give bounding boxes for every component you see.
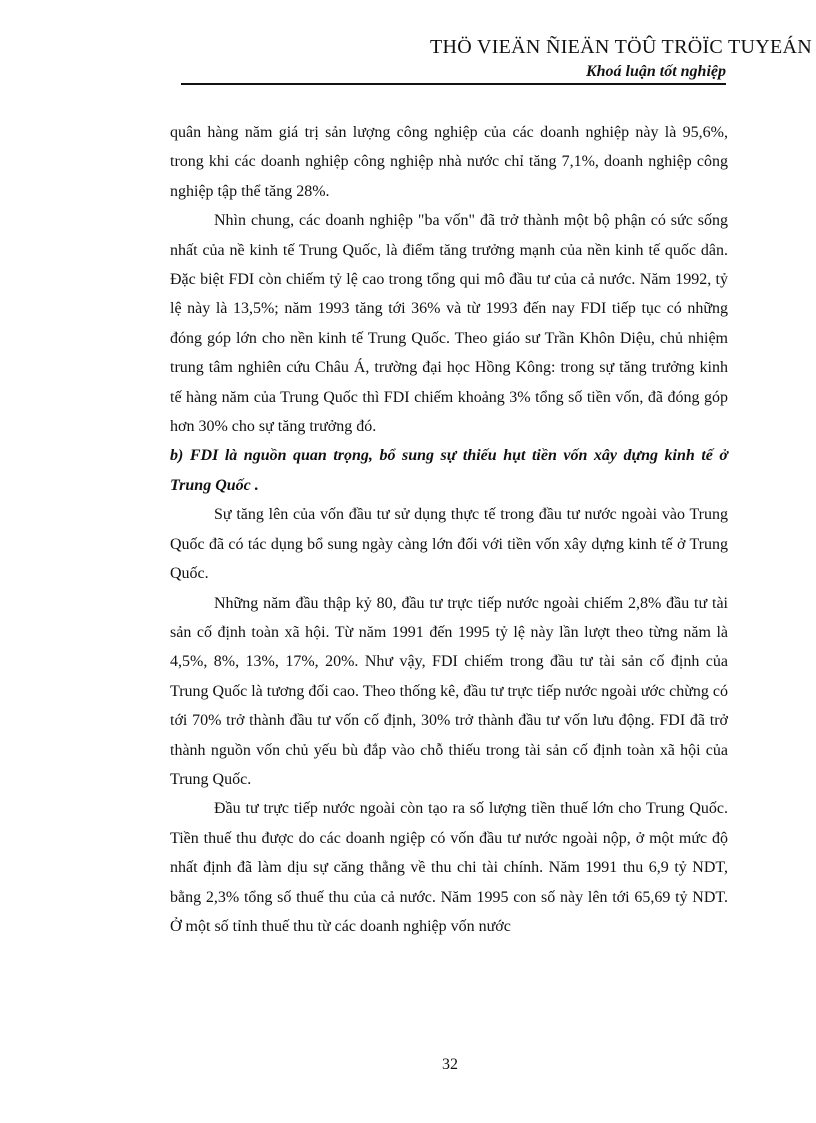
header-subtitle: Khoá luận tốt nghiệp	[585, 63, 726, 80]
paragraph-capital-supplement: Sự tăng lên của vốn đầu tư sử dụng thực tế trong đầu tư nước ngoài vào Trung Quốc đã có tác dụng bổ sung ngày càng lớn đối với tiền vốn xây dựng kinh tế ở Trung Quốc.	[170, 506, 728, 583]
paragraph-fixed-assets: Những năm đầu thập kỷ 80, đầu tư trực tiếp nước ngoài chiếm 2,8% đầu tư tài sản cố định toàn xã hội. Từ năm 1991 đến 1995 tỷ lệ này lần lượt theo từng năm là 4,5%, 8%, 13%, 17%, 20%. Như vậy, FDI chiếm trong đầu tư tài sản cố định của Trung Quốc là tương đối cao. Theo thống kê, đầu tư trực tiếp nước ngoài ước chừng có tới 70% trở thành đầu tư vốn cố định, 30% trở thành đầu tư vốn lưu động. FDI đã trở thành nguồn vốn chủ yếu bù đắp vào chỗ thiếu trong tài sản cố định toàn xã hội của Trung Quốc.	[170, 594, 728, 788]
section-heading-b: b) FDI là nguồn quan trọng, bổ sung sự thiếu hụt tiền vốn xây dựng kinh tế ở Trung Quốc .	[170, 447, 728, 494]
header-divider	[181, 83, 726, 85]
paragraph-tax-revenue: Đầu tư trực tiếp nước ngoài còn tạo ra số lượng tiền thuế lớn cho Trung Quốc. Tiền thuế thu được do các doanh ngiệp có vốn đầu tư nước ngoài nộp, ở một mức độ nhất định đã làm dịu sự căng thẳng về thu chi tài chính. Năm 1991 thu 6,9 tỷ NDT, bằng 2,3% tổng số thuế thu của cả nước. Năm 1995 con số này lên tới 65,69 tỷ NDT. Ở một số tỉnh thuế thu từ các doanh nghiệp vốn nước	[170, 800, 728, 935]
header-title: THÖ VIEÄN ÑIEÄN TÖÛ TRÖÏC TUYEÁN	[430, 36, 812, 58]
body-text	[170, 118, 728, 941]
page-number: 32	[442, 1056, 458, 1073]
paragraph-overview: Nhìn chung, các doanh nghiệp "ba vốn" đã trở thành một bộ phận có sức sống nhất của nề kinh tế Trung Quốc, là điểm tăng trưởng mạnh của nền kinh tế quốc dân. Đặc biệt FDI còn chiếm tỷ lệ cao trong tổng qui mô đầu tư của cả nước. Năm 1992, tỷ lệ này là 13,5%; năm 1993 tăng tới 36% và từ 1993 đến nay FDI tiếp tục có những đóng góp lớn cho nền kinh tế Trung Quốc. Theo giáo sư Trần Khôn Diệu, chủ nhiệm trung tâm nghiên cứu Châu Á, trường đại học Hồng Kông: trong sự tăng trưởng kinh tế hàng năm của Trung Quốc thì FDI chiếm khoảng 3% tổng số tiền vốn, đã đóng góp hơn 30% cho sự tăng trưởng đó.	[170, 212, 728, 436]
paragraph-continuation: quân hàng năm giá trị sản lượng công nghiệp của các doanh nghiệp này là 95,6%, trong khi các doanh nghiệp công nghiệp nhà nước chỉ tăng 7,1%, doanh nghiệp công nghiệp tập thể tăng 28%.	[170, 124, 728, 200]
